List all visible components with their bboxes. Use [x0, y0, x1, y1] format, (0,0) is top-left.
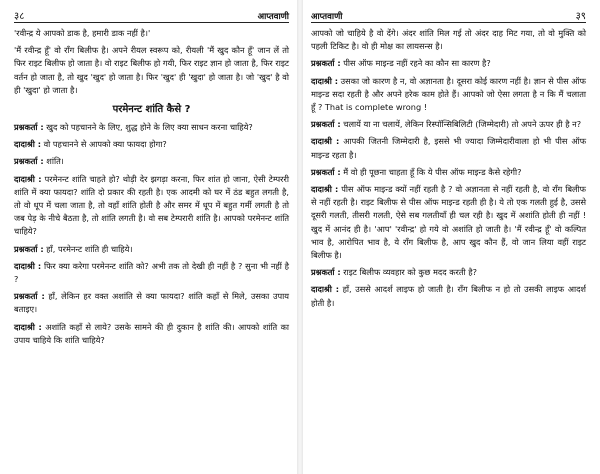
- dialogue-text: खुद को पहचानने के लिए, शुद्ध होने के लिए क्या साधन करना चाहिये?: [46, 122, 253, 133]
- right-page-number: ३९: [575, 11, 586, 22]
- dialogue-paragraph: [14, 138, 289, 151]
- dialogue-text: अशांति कहाँ से लाये? उसके सामने की ही दुकान है शांति की। आपको शांति का उपाय चाहिये कि शांति चाहिये?: [14, 321, 290, 345]
- dialogue-text: परमेनन्ट शांति चाहते हो? थोड़ी देर झगड़ा करना, फिर शांत हो जाना, ऐसी टेम्पररी शांति में क्या फायदा? शांति दो प्रकार की रहती है। एक आदमी को घर में ठंड बहुत लगती है, तो वो धूप में चला जाता है, तो वहाँ शांति होती है और समर में धूप में बहुत गर्मी लगती है तो जब पेड़ के नीचे बैठता है, तो शांति लगती है। वो सब टेम्परारी शांति है। आपको परमेनन्ट शांति चाहिये?: [14, 173, 289, 237]
- left-running-title: आप्तवाणी: [257, 12, 289, 22]
- dialogue-text: चलायें या ना चलायें, लेकिन रिस्पॉन्सिबिलिटी (जिम्मेदारी) तो अपने ऊपर ही है न?: [343, 119, 582, 130]
- right-running-title: आप्तवाणी: [311, 12, 343, 22]
- dialogue-text: राइट बिलीफ व्यवहार को कुछ मदद करती है?: [343, 267, 477, 278]
- dialogue-text: हाँ, उससे आदर्श लाइफ हो जाती है। रॉंग बिलीफ न हो तो उसकी लाइफ आदर्श होती है।: [311, 284, 586, 308]
- dialogue-text: फिर क्या करेगा परमेनन्ट शांति को? अभी तक तो देखी ही नहीं है ? सुना भी नहीं है ?: [14, 260, 290, 285]
- speaker-label: प्रश्नकर्ता :: [311, 58, 341, 69]
- right-header: [311, 8, 586, 23]
- dialogue-text: हाँ, लेकिन हर वक्त अशांति से क्या फायदा? शांति कहाँ से मिले, उसका उपाय बताइए।: [14, 291, 289, 315]
- left-page-number: ३८: [14, 11, 25, 22]
- dialogue-text: आपकी जितनी जिम्मेदारी है, इससे भी ज्यादा जिम्मेदारीवाला हो भी पीस ऑफ माइन्ड रहता है।: [311, 136, 587, 160]
- dialogue-text: हाँ, परमेनन्ट शांति ही चाहिये।: [46, 243, 133, 254]
- right-page: [303, 0, 600, 474]
- dialogue-paragraph: [14, 243, 289, 256]
- dialogue-paragraph: [311, 266, 586, 279]
- speaker-label: दादाश्री :: [14, 321, 42, 332]
- speaker-label: दादाश्री :: [14, 173, 42, 184]
- dialogue-paragraph: [311, 283, 586, 309]
- speaker-label: प्रश्नकर्ता :: [311, 267, 341, 278]
- dialogue-paragraph: [311, 183, 586, 262]
- speaker-label: प्रश्नकर्ता :: [14, 291, 45, 302]
- speaker-label: दादाश्री :: [311, 75, 339, 86]
- para-text: 'मैं रवीन्द्र हूँ' वो रॉंग बिलीफ है। अपने रीयल स्वरूप को, रीयली 'मैं खुद कौन हूँ' जान लें तो फिर राइट बिलीफ हो जाता है। वो राइट बिलीफ हो गयी, फिर राइट ज्ञान हो जाता है, फिर राइट वर्तन हो जाता है, तो खुद 'खुद' हो जाता है। फिर 'खुद' ही 'खुदा' हो जाता है। जो 'खुद' है वो ही 'खुदा' हो जाता है।: [14, 45, 289, 95]
- dialogue-text: वो पहचानने से आपको क्या फायदा होगा?: [43, 139, 167, 150]
- dialogue-paragraph: [14, 155, 289, 168]
- dialogue-text: आपको जो चाहिये है वो देंगे। अंदर शांति मिल गई तो अंदर दाह मिट गया, तो वो मुक्ति को पहली टिकिट है। वो ही मोक्ष का लायसन्स है।: [311, 28, 586, 52]
- speaker-label: प्रश्नकर्ता :: [14, 243, 44, 254]
- dialogue-paragraph: [14, 290, 289, 316]
- dialogue-paragraph: [14, 173, 289, 239]
- para-text: 'रवीन्द्र ये आपको डाक है, हमारी डाक नहीं है।': [14, 28, 151, 38]
- speaker-label: प्रश्नकर्ता :: [14, 156, 44, 167]
- dialogue-paragraph: [311, 27, 586, 53]
- speaker-label: दादाश्री :: [311, 136, 340, 147]
- section-heading: परमेनन्ट शांति कैसे ?: [112, 104, 191, 116]
- dialogue-paragraph: [311, 57, 586, 70]
- dialogue-paragraph: [311, 166, 586, 179]
- speaker-label: दादाश्री :: [14, 139, 41, 150]
- left-page: [0, 0, 297, 474]
- dialogue-paragraph: [14, 260, 289, 286]
- speaker-label: प्रश्नकर्ता :: [311, 119, 341, 130]
- dialogue-paragraph: [14, 121, 289, 134]
- speaker-label: दादाश्री :: [311, 284, 339, 295]
- speaker-label: प्रश्नकर्ता :: [14, 122, 44, 133]
- left-header: [14, 8, 289, 23]
- dialogue-text: शांति।: [46, 156, 64, 167]
- speaker-label: प्रश्नकर्ता :: [311, 166, 341, 177]
- dialogue-text: उसका जो कारण है न, वो अज्ञानता है। दूसरा कोई कारण नहीं है। ज्ञान से पीस ऑफ माइन्ड सदा रहती है और अपने हरेक काम होते हैं। आपको जो ऐसा लगता है न कि मैं चलाता हूँ ? That is complete wrong !: [311, 75, 586, 113]
- dialogue-paragraph: [311, 75, 586, 115]
- dialogue-text: मैं वो ही पूछना चाहता हूँ कि ये पीस ऑफ माइन्ड कैसे रहेगी?: [343, 166, 522, 177]
- left-paragraph: [14, 27, 289, 40]
- dialogue-paragraph: [14, 321, 289, 347]
- dialogue-text: पीस ऑफ माइन्ड क्यों नहीं रहती है ? वो अज्ञानता से नहीं रहती है, वो रॉंग बिलीफ से नहीं रहती है। राइट बिलीफ से पीस ऑफ माइन्ड रहती ही है। ये तो एक गलती हुई है, उससे दूसरी गलती, तीसरी गलती, ऐसे सब गलतीयाँ ही चल रही है। खुद में अशांति होती ही नहीं ! खुद में आनंद ही है। 'आप' 'रवीन्द्र' हो गये वो अशांति हो जाती है। 'मैं रवीन्द्र हूँ' वो कल्पित भाव है, आरोपित भाव है, ये रॉंग बिलीफ है, आप खुद कौन हैं, वो जान लिया वहीं राइट बिलीफ है।: [311, 184, 586, 261]
- speaker-label: दादाश्री :: [311, 184, 339, 195]
- speaker-label: दादाश्री :: [14, 260, 42, 271]
- dialogue-paragraph: [311, 135, 586, 161]
- dialogue-paragraph: [311, 118, 586, 131]
- dialogue-text: पीस ऑफ माइन्ड नहीं रहने का कौन सा कारण है?: [343, 58, 491, 69]
- left-paragraph: [14, 44, 289, 97]
